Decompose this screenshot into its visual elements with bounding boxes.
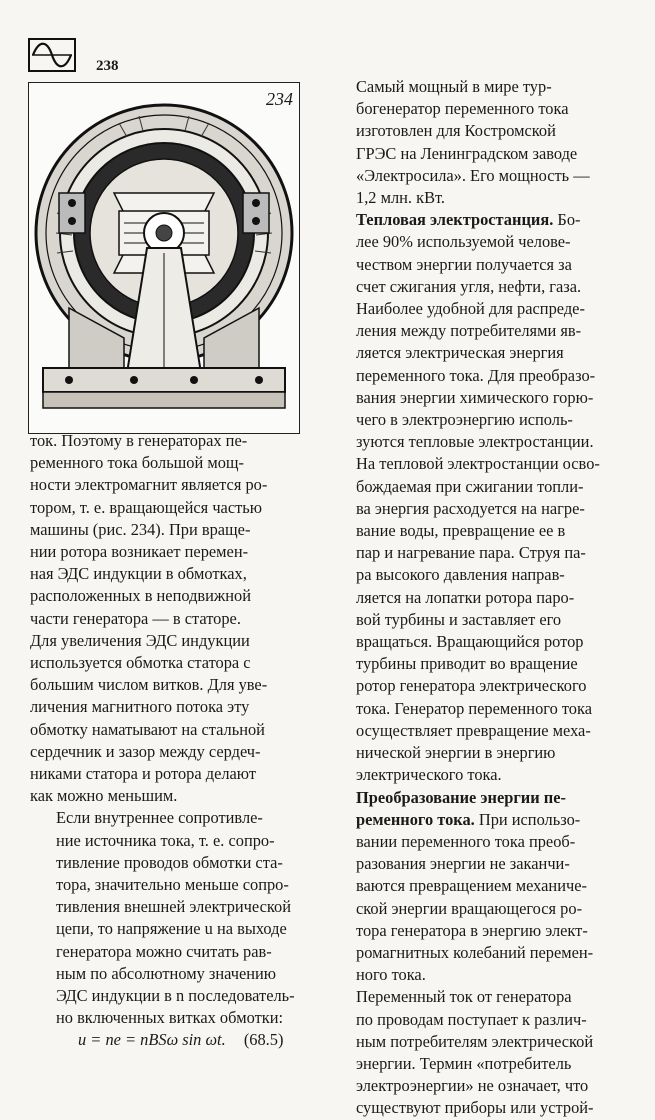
text-line: ромагнитных колебаний перемен- <box>356 942 594 962</box>
text-line: генератора можно считать рав- <box>56 941 272 961</box>
text-line: электрического тока. <box>356 765 502 785</box>
paragraph-generator-rotor <box>30 430 308 807</box>
text-line: машины (рис. 234). При враще- <box>30 519 251 539</box>
paragraph-heading: Преобразование энергии пе- <box>356 787 566 807</box>
text-line: большим числом витков. Для уве- <box>30 675 268 695</box>
text-line: разования энергии не заканчи- <box>356 854 570 874</box>
text-line: ным потребителям электрической <box>356 1031 594 1051</box>
paragraph-heading: Тепловая электростанция. <box>356 210 554 230</box>
right-column <box>330 76 605 1120</box>
text-line: вания энергии химического горю- <box>356 387 594 407</box>
generator-drawing <box>29 83 299 433</box>
text-line: ва энергия расходуется на нагре- <box>356 498 585 518</box>
text-line: используется обмотка статора с <box>30 653 251 673</box>
text-line: ЭДС индукции в n последователь- <box>56 986 295 1006</box>
text-line: «Электросила». Его мощность — <box>356 165 590 185</box>
text-line: вании переменного тока преоб- <box>356 831 576 851</box>
text-line: ного тока. <box>356 965 426 985</box>
text-line: счет сжигания угля, нефти, газа. <box>356 276 582 296</box>
text-line: тивления внешней электрической <box>56 897 291 917</box>
formula-expression: u = ne = nBSω sin ωt. <box>78 1030 226 1050</box>
left-column <box>30 430 308 1052</box>
text-line: ротор генератора электрического <box>356 676 587 696</box>
text-line: ской энергии вращающегося ро- <box>356 898 583 918</box>
text-line: Тепловая электростанция. Бо- <box>356 210 581 230</box>
figure-label: 234 <box>266 89 293 109</box>
text-line: ная ЭДС индукции в обмотках, <box>30 564 247 584</box>
text-line: обмотку наматывают на стальной <box>30 719 265 739</box>
text-line: Для увеличения ЭДС индукции <box>30 630 250 650</box>
text-line: цепи, то напряжение u на выходе <box>56 919 287 939</box>
text-line: ности электромагнит является ро- <box>30 475 268 495</box>
text-line: ра высокого давления направ- <box>356 565 565 585</box>
text-line: части генератора — в статоре. <box>30 608 241 628</box>
text-line: энергии. Термин «потребитель <box>356 1053 572 1073</box>
text-line: ляется на лопатки ротора паро- <box>356 587 575 607</box>
text-line: расположенных в неподвижной <box>30 586 251 606</box>
text-line: зуются тепловые электростанции. <box>356 432 594 452</box>
sine-wave-icon <box>28 38 76 72</box>
text-line: На тепловой электростанции осво- <box>356 454 600 474</box>
text-line: по проводам поступает к различ- <box>356 1009 587 1029</box>
text-line: сердечник и зазор между сердеч- <box>30 741 261 761</box>
text-line: ляется электрическая энергия <box>356 343 564 363</box>
paragraph-energy-conversion <box>330 787 605 987</box>
text-line: ным по абсолютному значению <box>56 963 277 983</box>
text-line: нии ротора возникает перемен- <box>30 542 249 562</box>
text-line: нической энергии в энергию <box>356 743 556 763</box>
text-line: тивление проводов обмотки ста- <box>56 852 283 872</box>
generator-illustration <box>28 82 300 434</box>
text-line: тока. Генератор переменного тока <box>356 698 592 718</box>
text-line: тора генератора в энергию элект- <box>356 920 588 940</box>
paragraph-thermal-power-plant <box>330 209 605 786</box>
text-line: бождаемая при сжигании топли- <box>356 476 584 496</box>
text-line: Если внутреннее сопротивле- <box>56 808 263 828</box>
text-line: чеством энергии получается за <box>356 254 572 274</box>
text-line: лее 90% используемой челове- <box>356 232 571 252</box>
text-line: тором, т. е. вращающейся частью <box>30 497 262 517</box>
paragraph-internal-resistance <box>30 807 308 1029</box>
text-line: вращаться. Вращающийся ротор <box>356 632 584 652</box>
text-line: ременного тока большой мощ- <box>30 453 244 473</box>
page-number: 238 <box>96 58 119 74</box>
text-line: изготовлен для Костромской <box>356 121 556 141</box>
text-line: ние источника тока, т. е. сопро- <box>56 830 275 850</box>
text-line: ления между потребителями яв- <box>356 321 582 341</box>
text-line: богенератор переменного тока <box>356 99 569 119</box>
text-line: ток. Поэтому в генераторах пе- <box>30 431 248 450</box>
text-line: никами статора и ротора делают <box>30 764 256 784</box>
formula-number: (68.5) <box>243 1030 284 1050</box>
text-line: как можно меньшим. <box>30 786 178 806</box>
paragraph-turbogenerator <box>330 76 605 209</box>
text-line: ГРЭС на Ленинградском заводе <box>356 143 578 163</box>
text-line: личения магнитного потока эту <box>30 697 250 717</box>
text-line: ваются превращением механиче- <box>356 876 587 896</box>
text-line: турбины приводит во вращение <box>356 654 578 674</box>
text-line: чего в электроэнергию исполь- <box>356 410 573 430</box>
text-line <box>330 787 605 809</box>
paragraph-consumers <box>330 986 605 1119</box>
text-line: Переменный ток от генератора <box>356 987 572 1007</box>
text-line: 1,2 млн. кВт. <box>356 188 446 208</box>
text-line: но включенных витках обмотки: <box>56 1008 284 1028</box>
paragraph-heading: ременного тока. <box>356 809 475 829</box>
text-line: ременного тока. При использо- <box>356 809 581 829</box>
text-line: осуществляет превращение меха- <box>356 720 591 740</box>
text-line: Самый мощный в мире тур- <box>356 77 552 96</box>
text-line: электроэнергии» не означает, что <box>356 1076 589 1096</box>
text-line: Наиболее удобной для распреде- <box>356 299 585 319</box>
text-line: вой турбины и заставляет его <box>356 609 562 629</box>
text-line: тора, значительно меньше сопро- <box>56 875 289 895</box>
text-line: существуют приборы или устрой- <box>356 1098 594 1118</box>
text-line: вание воды, превращение ее в <box>356 521 566 541</box>
text-line: переменного тока. Для преобразо- <box>356 365 596 385</box>
text-line: пар и нагревание пара. Струя па- <box>356 543 586 563</box>
formula-68-5 <box>30 1029 308 1051</box>
